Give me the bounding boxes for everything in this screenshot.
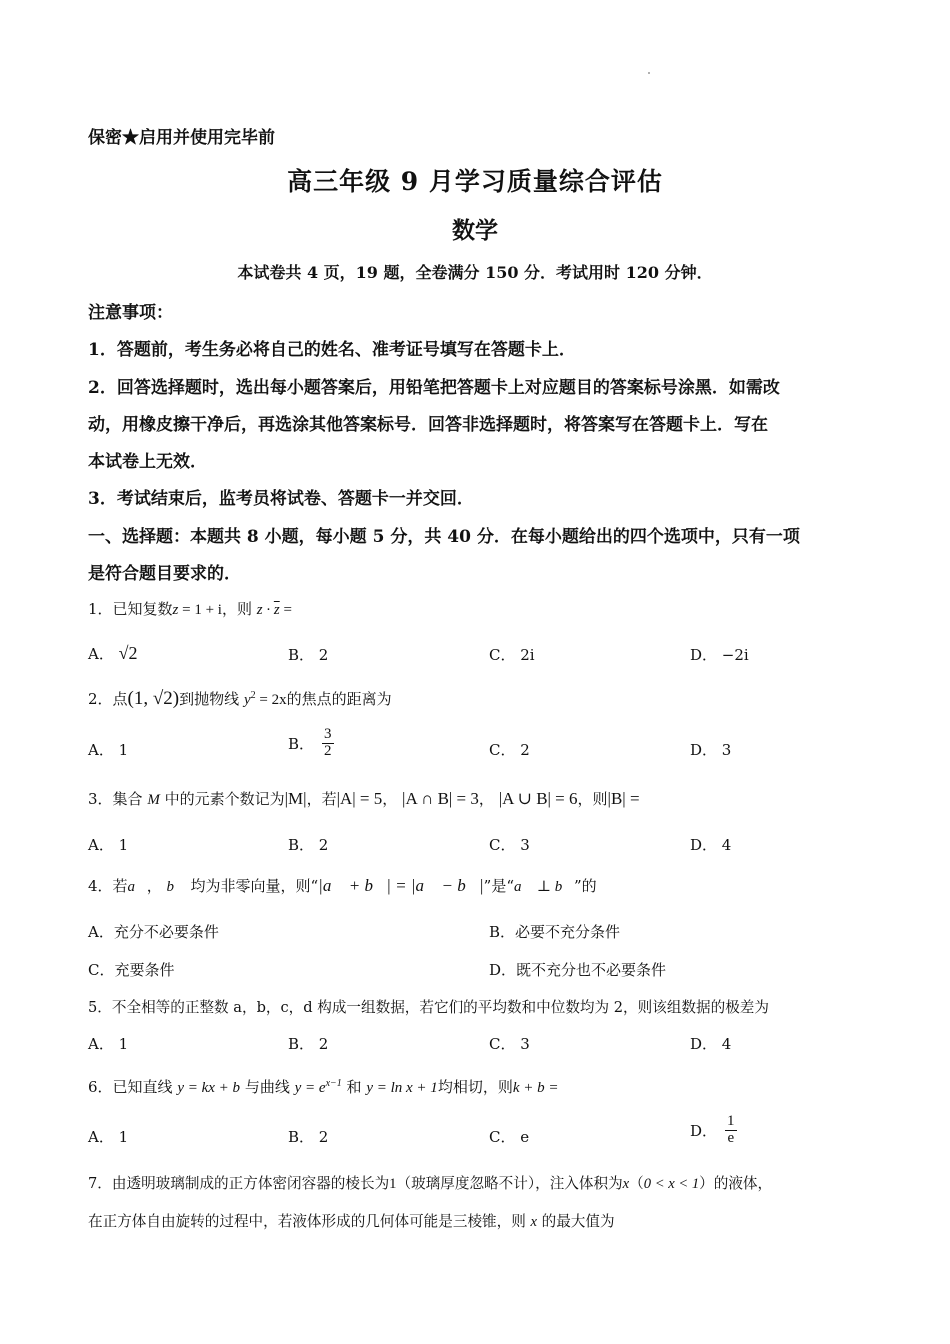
q5-option-d: D． 4 <box>690 1035 732 1053</box>
q4-option-a: A．充分不必要条件 <box>88 923 219 941</box>
question-5: 5．不全相等的正整数 a，b，c，d 构成一组数据，若它们的平均数和中位数均为 2，则该组数据的极差为 <box>88 999 769 1016</box>
q2-option-d: D． 3 <box>690 741 732 759</box>
q4-option-b: B．必要不充分条件 <box>489 923 621 941</box>
q3-option-c: C． 3 <box>489 836 530 854</box>
question-3: 3．集合 M 中的元素个数记为|M|，若|A| = 5， |A ∩ B| = 3， |A ∪ B| = 6，则|B| = <box>88 789 640 808</box>
q2-option-c: C． 2 <box>489 741 530 759</box>
subject-title: 数学 <box>452 217 498 244</box>
question-1: 1．已知复数z = 1 + i，则 $z \cdot \overline{z}$ = <box>88 600 292 618</box>
question-4: 4．若a⃗， b⃗ 均为非零向量，则“|a⃗ + b⃗| = |a⃗ − b⃗|”是“a⃗ ⊥ b⃗”的 <box>88 876 597 895</box>
question-6: 6．已知直线 y = kx + b 与曲线 $y = e^{x-1}$ 和 y = ln x + 1均相切，则k + b = <box>88 1078 559 1096</box>
note-2-line3: 本试卷上无效． <box>88 452 207 472</box>
question-2: 2．点(1, √2)到抛物线 $y^2 = 2x$的焦点的距离为 <box>88 688 392 709</box>
section1-heading-line1: 一、选择题：本题共 8 小题，每小题 5 分，共 40 分．在每小题给出的四个选项中，只有一项 <box>88 527 800 547</box>
q1-option-a: A． √2 <box>88 643 138 663</box>
q1-option-b: B． 2 <box>288 646 329 664</box>
q6-option-b: B． 2 <box>288 1128 329 1146</box>
note-3: 3．考试结束后，监考员将试卷、答题卡一并交回． <box>88 489 474 509</box>
q6-option-d: D． $\frac{1}{e}$ <box>690 1113 735 1146</box>
confidential-label: 保密★启用并使用完毕前 <box>88 128 275 148</box>
scan-speck <box>648 72 650 74</box>
q2-option-a: A． 1 <box>88 741 129 759</box>
section1-heading-line2: 是符合题目要求的． <box>88 564 241 584</box>
exam-title: 高三年级 9 月学习质量综合评估 <box>287 167 663 196</box>
q3-option-d: D． 4 <box>690 836 732 854</box>
notes-title: 注意事项： <box>88 303 173 323</box>
note-1: 1．答题前，考生务必将自己的姓名、准考证号填写在答题卡上． <box>88 340 576 360</box>
question-7-line1: 7．由透明玻璃制成的正方体密闭容器的棱长为1（玻璃厚度忽略不计），注入体积为x（0 < x < 1）的液体， <box>88 1175 773 1192</box>
q5-option-c: C． 3 <box>489 1035 530 1053</box>
q4-option-c: C．充要条件 <box>88 961 175 979</box>
q1-option-d: D． −2i <box>690 646 749 664</box>
q3-option-a: A． 1 <box>88 836 129 854</box>
note-2-line1: 2．回答选择题时，选出每小题答案后，用铅笔把答题卡上对应题目的答案标号涂黑．如需改 <box>88 378 780 398</box>
q2-option-b: B． $\frac{3}{2}$ <box>288 726 332 759</box>
q6-option-a: A． 1 <box>88 1128 129 1146</box>
q6-option-c: C． e <box>489 1128 530 1146</box>
exam-summary: 本试卷共 4 页，19 题，全卷满分 150 分．考试用时 120 分钟． <box>237 263 713 282</box>
note-2-line2: 动，用橡皮擦干净后，再选涂其他答案标号．回答非选择题时，将答案写在答题卡上．写在 <box>88 415 768 435</box>
q1-option-c: C． 2i <box>489 646 535 664</box>
q5-option-b: B． 2 <box>288 1035 329 1053</box>
question-7-line2: 在正方体自由旋转的过程中，若液体形成的几何体可能是三棱锥，则 x 的最大值为 <box>88 1213 615 1230</box>
q3-option-b: B． 2 <box>288 836 329 854</box>
q5-option-a: A． 1 <box>88 1035 129 1053</box>
q4-option-d: D．既不充分也不必要条件 <box>489 961 667 979</box>
